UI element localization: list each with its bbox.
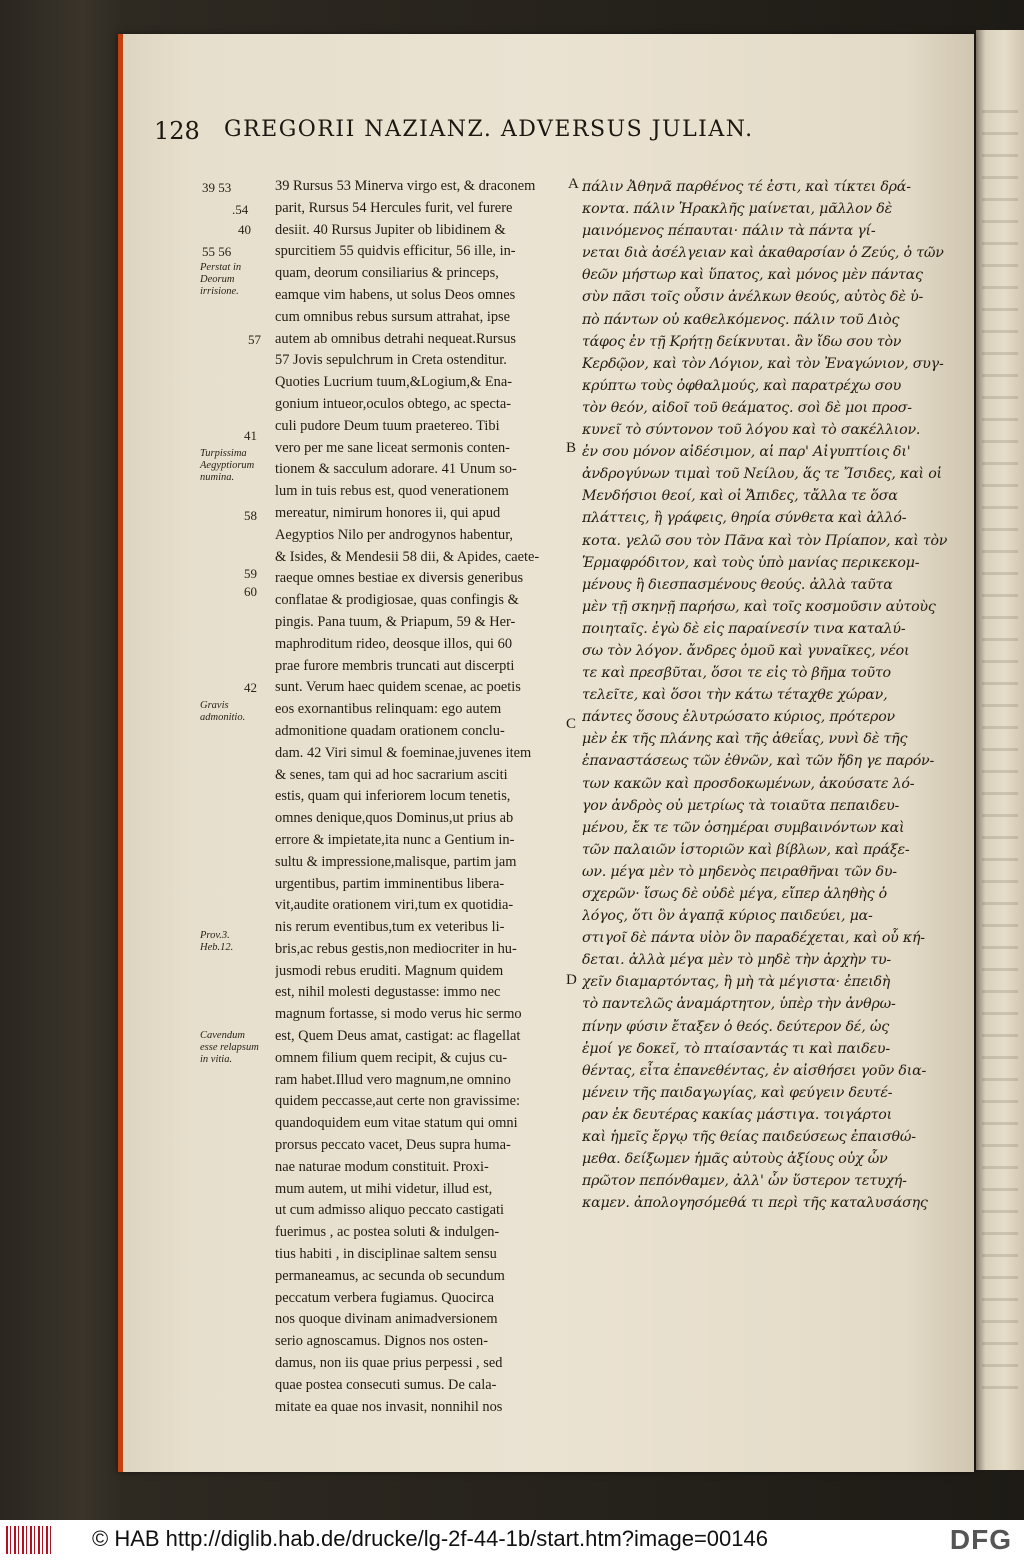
text-line: πάλιν Ἀθηνᾶ παρθένος τέ ἐστι, καὶ τίκτει δρά- (582, 179, 911, 195)
text-line: ἐπαναστάσεως τῶν ἐθνῶν, καὶ τῶν ἤδη γε παρόν- (582, 753, 935, 770)
text-line: raeque omnes bestiae ex diversis generibus (275, 570, 524, 587)
text-line: Quoties Lucrium tuum,&Logium,& Ena- (275, 374, 513, 391)
margin-number: 59 (244, 566, 257, 581)
margin-note: Prov.3. Heb.12. (200, 930, 234, 953)
text-line: damus, non iis quae prius perpessi , sed (275, 1355, 503, 1372)
text-line: mum autem, ut mihi videtur, illud est, (275, 1180, 493, 1197)
margin-number: 57 (248, 332, 261, 347)
footer-bar (0, 1520, 1024, 1560)
text-line: μὲν ἐκ τῆς πλάνης καὶ τῆς ἀθεΐας, νυνὶ δὲ τῆς (582, 731, 908, 748)
text-line: σχερῶν· ἴσως δὲ οὐδὲ μέγα, εἴπερ ἀληθὴς ὁ (582, 886, 888, 902)
greek-text-column (582, 176, 970, 1214)
facing-page-edge (976, 30, 1024, 1470)
text-line: τελεῖτε, καὶ ὅσοι τὴν κάτω τέταχθε χώραν, (582, 687, 888, 704)
text-line: δεται. ἀλλὰ μέγα μὲν τὸ μηδὲ τὴν ἀρχὴν τυ- (582, 952, 891, 969)
text-line: culi pudore Deum tuum praetereo. Tibi (275, 417, 500, 434)
margin-number: 60 (244, 584, 257, 599)
text-line: vit,audite orationem viri,tum ex quotidia- (275, 897, 514, 914)
text-line: κοντα. πάλιν Ἡρακλῆς μαίνεται, μᾶλλον δὲ (582, 201, 892, 218)
text-line: μένους ἢ διεσπασμένους θεούς. ἀλλὰ ταῦτα (582, 576, 893, 593)
text-line: & Isides, & Mendesii 58 dii, & Apides, caete- (275, 548, 540, 565)
page-number: 128 (154, 117, 200, 145)
text-line: jusmodi rebus eruditi. Magnum quidem (275, 962, 504, 979)
text-line: desiit. 40 Rursus Jupiter ob libidinem & (275, 221, 506, 238)
text-line: λόγος, ὅτι ὃν ἀγαπᾷ κύριος παιδεύει, μα- (582, 908, 873, 925)
text-line: admonitione quadam orationem conclu- (275, 722, 505, 739)
text-line: 39 Rursus 53 Minerva virgo est, & draconem (275, 178, 536, 194)
text-line: prae furore membris truncati aut discerpti (275, 657, 515, 674)
text-line: γον ἀνδρὸς οὐ μετρίως τὰ τοιαῦτα πεπαιδευ- (582, 797, 900, 814)
text-line: πίνην φύσιν ἔταξεν ὁ θεός. δεύτερον δέ, ὡς (582, 1018, 889, 1035)
text-line: θέντας, εἶτα ἐπανεθέντας, ἐν αἰσθήσει γοῦν δια- (582, 1062, 927, 1079)
text-line: tionem & sacculum adorare. 41 Unum so- (275, 461, 517, 478)
margin-number: 39 53 (202, 180, 232, 195)
text-line: vero per me sane liceat sermonis conten- (275, 439, 510, 456)
margin-note: Perstat in Deorum irrisione. (200, 262, 242, 297)
text-line: τε καὶ πρεσβῦται, ὅσοι τε εἰς τὸ βῆμα τοῦτο (582, 665, 891, 682)
text-line: πρῶτον πεπόνθαμεν, ἀλλ' ὧν ὕστερον τετυχή- (582, 1173, 907, 1190)
text-line: bris,ac rebus gestis,non mediocriter in hu- (275, 940, 517, 957)
text-line: prorsus peccato vacet, Deus supra huma- (275, 1137, 511, 1154)
text-line: mitate ea quae nos invasit, nonnihil nos (275, 1398, 503, 1415)
text-line: eos exornantibus relinquam: ego autem (275, 701, 502, 718)
text-line: μένειν τῆς παιδαγωγίας, καὶ φεύγειν δευτέ- (582, 1084, 893, 1101)
text-line: ων. μέγα μὲν τὸ μηδενὸς πειραθῆναι τῶν δυ- (582, 863, 897, 880)
text-line: gonium intueor,oculos obtego, ac specta- (275, 395, 512, 412)
text-line: κυνεῖ τὸ σύντονον τοῦ λόγου καὶ τὸ σακέλλιον. (582, 422, 921, 439)
text-line: parit, Rursus 54 Hercules furit, vel furere (275, 199, 513, 216)
text-line: tius habiti , in disciplinae saltem sensu (275, 1246, 497, 1263)
text-line: πάντες ὅσους ἐλυτρώσατο κύριος, πρότερον (582, 709, 895, 726)
margin-note: Turpissima Aegyptiorum numina. (200, 448, 255, 483)
text-line: maphroditum rideo, deosque illos, qui 60 (275, 635, 513, 652)
text-line: omnem filium quem recipit, & cujus cu- (275, 1049, 508, 1066)
text-line: μένου, ἔκ τε τῶν ὁσημέραι συμβαινόντων καὶ (582, 819, 905, 836)
margin-number: 40 (238, 222, 251, 237)
text-line: lum in tuis rebus est, quod venerationem (275, 483, 509, 500)
text-line: Κερδῷον, καὶ τὸν Λόγιον, καὶ τὸν Ἐναγώνιον, συγ- (582, 355, 944, 372)
text-line: Ἑρμαφρόδιτον, καὶ τοὺς ὑπὸ μανίας περικεκομ- (582, 554, 920, 571)
section-letter-c: C (566, 716, 577, 732)
bleed-through-text (982, 110, 1018, 1390)
margin-number: .54 (232, 202, 249, 217)
text-line: urgentibus, partim imminentibus libera- (275, 875, 505, 892)
margin-number: 58 (244, 508, 257, 523)
text-line: nos quoque divinam animadversionem (275, 1311, 498, 1328)
text-line: quam, deorum consiliarius & princeps, (275, 265, 499, 282)
section-letter-a: A (568, 176, 579, 192)
copyright-credit[interactable]: © HAB http://diglib.hab.de/drucke/lg-2f-44-1b/start.htm?image=00146 (92, 1526, 768, 1551)
text-line: peccatum verbera fugiamus. Quocirca (275, 1289, 494, 1306)
text-line: ut cum admisso aliquo peccato castigati (275, 1202, 504, 1219)
text-line: μὲν τῇ σκηνῇ παρήσω, καὶ τοῖς κοσμοῦσιν αὐτοὺς (582, 598, 936, 615)
text-line: ἐμοί γε δοκεῖ, τὸ πταίσαντάς τι καὶ παιδευ- (582, 1040, 890, 1057)
page-header (154, 113, 854, 153)
latin-text-column (275, 176, 570, 1418)
text-line: νεται διὰ ἀσέλγειαν καὶ ἀκαθαρσίαν ὁ Ζεύς, ὁ τῶν (582, 245, 944, 262)
text-line: serio agnoscamus. Dignos nos osten- (275, 1333, 489, 1350)
hab-logo-icon (6, 1526, 54, 1554)
text-line: στιγοῖ δὲ πάντα υἱὸν ὃν παραδέχεται, καὶ οὗ κή- (582, 930, 925, 947)
text-line: quidem peccasse,aut certe non gravissime: (275, 1093, 520, 1110)
text-line: καμεν. ἀπολογησόμεθά τι περὶ τῆς καταλυσάσης (582, 1195, 928, 1212)
dfg-logo: DFG (949, 1524, 1012, 1555)
text-line: των κακῶν καὶ προσδοκωμένων, ἀκούσατε λό- (582, 775, 915, 792)
text-line: sultu & impressione,malisque, partim jam (275, 853, 517, 870)
text-line: ἐν σου μόνον αἰδέσιμον, αἱ παρ' Αἰγυπτίοις δι' (582, 444, 911, 461)
text-line: quandoquidem eum vitae statum qui omni (275, 1115, 518, 1132)
margin-note: Gravis admonitio. (200, 700, 246, 723)
margin-number: 41 (244, 428, 257, 443)
text-line: τῶν παλαιῶν ἱστοριῶν καὶ βίβλων, καὶ πράξε- (582, 841, 910, 858)
text-line: Μενδήσιοι θεοί, καὶ οἱ Ἄπιδες, τἄλλα τε ὅσα (582, 488, 898, 505)
text-line: magnum fortasse, si modo verus hic sermo (275, 1006, 522, 1023)
text-line: omnes denique,quos Dominus,ut prius ab (275, 810, 514, 827)
text-line: sunt. Verum haec quidem scenae, ac poetis (275, 679, 521, 696)
text-line: est, nihil molesti degustasse: immo nec (275, 984, 501, 1001)
margin-note: Cavendum esse relapsum in vitia. (200, 1030, 259, 1065)
text-line: τὸ παντελῶς ἀναμάρτητον, ὑπὲρ τὴν ἀνθρω- (582, 996, 896, 1013)
text-line: conflatae & prodigiosae, quas confingis & (275, 592, 519, 609)
text-line: nis rerum eventibus,tum ex veteribus li- (275, 919, 505, 936)
text-line: permaneamus, ac secunda ob secundum (275, 1267, 505, 1284)
text-line: ram habet.Illud vero magnum,ne omnino (275, 1071, 511, 1088)
text-line: cum omnibus rebus sursum attrahat, ipse (275, 308, 511, 325)
text-line: mereatur, nimirum honores ii, qui apud (275, 504, 501, 521)
text-line: κοτα. γελῶ σου τὸν Πᾶνα καὶ τὸν Πρίαπον, καὶ τὸν (582, 532, 948, 549)
text-line: 57 Jovis sepulchrum in Creta ostenditur. (275, 352, 507, 369)
text-line: ραν ἐκ δευτέρας κακίας μάστιγα. τοιγάρτοι (582, 1106, 892, 1123)
text-line: τάφος ἐν τῇ Κρήτῃ δείκνυται. ἂν ἴδω σου τὸν (582, 333, 902, 350)
text-line: τὸν θεόν, αἰδοῖ τοῦ θεάματος. σοὶ δὲ μοι προσ- (582, 399, 912, 416)
text-line: & senes, tam qui ad hoc sacrarium asciti (275, 766, 508, 783)
text-line: σω τὸν λόγον. ἄνδρες ὁμοῦ καὶ γυναῖκες, νέοι (582, 642, 910, 659)
text-line: πλάττεις, ἢ γράφεις, θηρία σύνθετα καὶ ἀλλό- (582, 510, 907, 527)
text-line: σὺν πᾶσι τοῖς οὖσιν ἀνέλκων θεούς, αὐτὸς δὲ ὑ- (582, 289, 924, 306)
text-line: χεῖν διαμαρτόντας, ἢ μὴ τὰ μέγιστα· ἐπειδὴ (582, 974, 891, 991)
margin-number: 55 56 (202, 244, 232, 259)
text-line: θεῶν μήστωρ καὶ ὕπατος, καὶ μόνος μὲν πάντας (582, 267, 923, 284)
text-line: ποιηταῖς. ἐγὼ δὲ εἰς παραίνεσίν τινα καταλύ- (582, 620, 906, 637)
text-line: ἀνδρογύνων τιμαὶ τοῦ Νείλου, ἅς τε Ἴσιδες, καὶ οἱ (582, 466, 942, 483)
running-title: GREGORII NAZIANZ. ADVERSUS JULIAN. (224, 117, 754, 142)
section-letter-d: D (566, 972, 577, 988)
section-letter-b: B (566, 440, 577, 456)
text-line: μεθα. δείξωμεν ἡμᾶς αὐτοὺς ἀξίους οὐχ ὧν (582, 1151, 888, 1168)
margin-number: 42 (244, 680, 257, 695)
text-line: Aegyptios Nilo per androgynos habentur, (275, 526, 514, 543)
text-line: spurcitiem 55 quidvis efficitur, 56 ille, in- (275, 243, 516, 260)
text-line: errore & impietate,ita nunc a Gentium in- (275, 831, 515, 848)
text-line: καὶ ἡμεῖς ἔργῳ τῆς θείας παιδεύσεως ἐπαισθώ- (582, 1129, 916, 1146)
text-line: autem ab omnibus detrahi nequeat.Rursus (275, 330, 516, 347)
text-line: pingis. Pana tuum, & Priapum, 59 & Her- (275, 613, 516, 630)
text-line: μαινόμενος πέπαυται· πάλιν τὰ πάντα γί- (582, 223, 876, 240)
text-line: estis, quam qui inferiorem locum tenetis, (275, 788, 511, 805)
text-line: κρύπτω τοὺς ὀφθαλμούς, καὶ παρατρέχω σου (582, 377, 902, 394)
text-line: nae naturae modum constituit. Proxi- (275, 1158, 489, 1175)
text-line: est, Quem Deus amat, castigat: ac flagellat (275, 1028, 521, 1045)
text-line: fuerimus , ac postea soluti & indulgen- (275, 1224, 500, 1241)
text-line: quae postea consecuti sumus. De cala- (275, 1376, 497, 1393)
text-line: dam. 42 Viri simul & foeminae,juvenes item (275, 744, 532, 761)
text-line: πὸ πάντων οὐ καθελκόμενος. πάλιν τοῦ Διὸς (582, 311, 900, 328)
text-line: eamque vim habens, ut solus Deos omnes (275, 286, 516, 303)
